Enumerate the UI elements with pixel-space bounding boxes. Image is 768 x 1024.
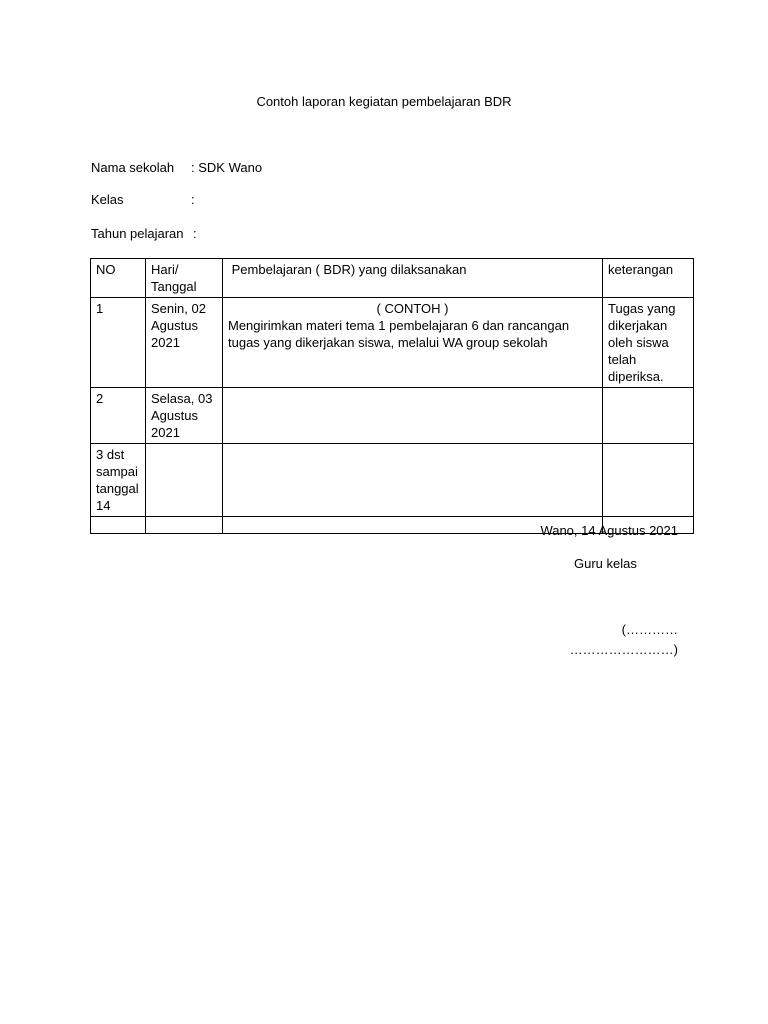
signature-name-line-1: (………… bbox=[621, 622, 678, 637]
table-header-row bbox=[91, 259, 694, 298]
cell-no: 1 bbox=[91, 298, 146, 388]
cell-note bbox=[603, 444, 694, 517]
header-note: keterangan bbox=[603, 259, 694, 298]
cell-no bbox=[91, 517, 146, 534]
cell-date bbox=[146, 517, 223, 534]
cell-note: Tugas yang dikerjakan oleh siswa telah diperiksa. bbox=[603, 298, 694, 388]
table-row bbox=[91, 444, 694, 517]
activity-heading: ( CONTOH ) bbox=[376, 301, 449, 316]
signature-name-line-2: ……………………) bbox=[569, 642, 678, 657]
cell-activity bbox=[223, 298, 603, 388]
field-label: Nama sekolah bbox=[91, 160, 175, 175]
cell-date: Senin, 02 Agustus 2021 bbox=[146, 298, 223, 388]
table-row bbox=[91, 298, 694, 388]
cell-no: 3 dst sampai tanggal 14 bbox=[91, 444, 146, 517]
header-no: NO bbox=[91, 259, 146, 298]
cell-activity bbox=[223, 444, 603, 517]
report-table bbox=[90, 258, 694, 534]
table-row bbox=[91, 388, 694, 444]
cell-no: 2 bbox=[91, 388, 146, 444]
activity-text: Mengirimkan materi tema 1 pembelajaran 6 dan rancangan tugas yang dikerjakan siswa, melalui WA group sekolah bbox=[228, 318, 570, 350]
field-value: : SDK Wano bbox=[191, 160, 263, 175]
header-activity: Pembelajaran ( BDR) yang dilaksanakan bbox=[223, 259, 603, 298]
signature-role: Guru kelas bbox=[574, 556, 637, 571]
cell-date bbox=[146, 444, 223, 517]
header-date: Hari/ Tanggal bbox=[146, 259, 223, 298]
document-title: Contoh laporan kegiatan pembelajaran BDR bbox=[256, 94, 512, 109]
field-value: : bbox=[193, 226, 197, 241]
field-label: Tahun pelajaran bbox=[91, 226, 184, 241]
signature-place-date: Wano, 14 Agustus 2021 bbox=[540, 523, 678, 538]
field-label: Kelas bbox=[91, 192, 124, 207]
cell-date: Selasa, 03 Agustus 2021 bbox=[146, 388, 223, 444]
cell-note bbox=[603, 388, 694, 444]
field-value: : bbox=[191, 192, 195, 207]
cell-activity bbox=[223, 388, 603, 444]
